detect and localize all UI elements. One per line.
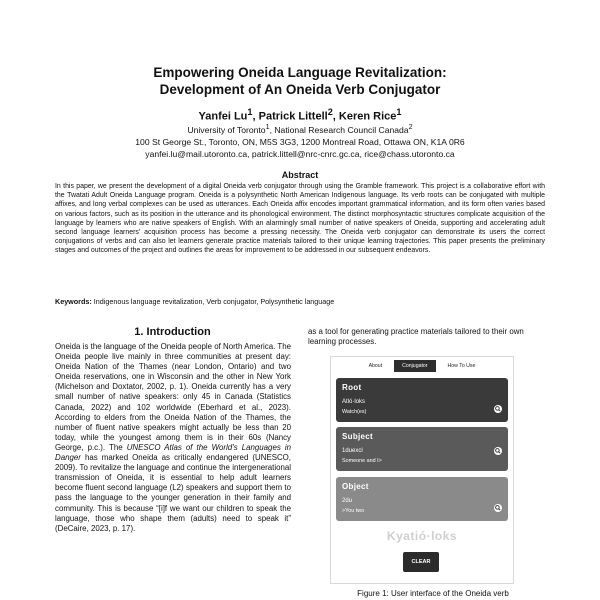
author-affil-mark: 2 [327,107,333,117]
author-name: Keren Rice [338,110,397,123]
root-gloss: Watch(es) [342,409,367,415]
subject-gloss: Someone and I> [342,458,382,464]
search-icon[interactable] [494,405,502,413]
tab-how-to-use[interactable]: How To Use [447,362,476,369]
app-tab-bar [331,357,513,374]
paper-title-line-1: Empowering Oneida Language Revitalization: [153,65,447,80]
object-value: 2du [342,498,353,504]
affil-mark: 2 [408,123,413,131]
keywords-label: Keywords: [55,297,92,306]
intro-text-part-1: Oneida is the language of the Oneida people of North America. The Oneida people live mainly in three communities at present day: Oneida Nation of the Thames (near London, Ontario) and two Oneida reservations, one in Wisconsin and the other in New York (Michelson and Doxtator, 2002, p. 1). Oneida currently has a very small number of native speakers: only 45 in Canada (Statistics Canada, 2022) and 102 worldwide (Eberhard et al., 2023). According to elders from the Oneida Nation of the Thames, the number of fluent native speakers might actually be less than 20 today, while the youngest among them is in their 60s (Nancy George, p.c.). The [55,342,291,452]
author-name: Yanfei Lu [198,110,248,123]
search-icon[interactable] [494,447,502,455]
search-icon[interactable] [494,504,502,512]
app-brand-wordmark: Kyatió·loks [386,529,458,543]
subject-card-label: Subject [342,432,373,441]
affiliation-line-2: 100 St George St., Toronto, ON, M5S 3G3, 1200 Montreal Road, Ottawa ON, K1A 0R6 [135,136,465,147]
author-emails: yanfei.lu@mail.utoronto.ca, patrick.littell@nrc-cnrc.gc.ca, rice@chass.utoronto.ca [145,148,455,159]
object-card[interactable] [336,477,508,521]
figure-caption: Figure 1: User interface of the Oneida verb [357,589,509,598]
keywords-list: Indigenous language revitalization, Verb conjugator, Polysynthetic language [91,297,335,306]
intro-text-part-2: has marked Oneida as critically endangered (UNESCO, 2009). To revitalize the language and continue the intergenerational transmission of Oneida, it is essential to help adult learners become fluent second language (L2) speakers and support them to pass the language to the younger generation in their family and community. This is because “[i]f we want our children to speak the language, those who shape them (adults) need to speak it” (DeCaire, 2023, p. 17). [55,453,291,533]
affiliation-line-1 [0,121,600,136]
affiliations [0,121,600,160]
author-affil-mark: 1 [396,107,402,117]
affiliation-uoft: University of Toronto [187,124,266,135]
affiliation-nrc: , National Research Council Canada [269,124,409,135]
tab-about[interactable]: About [368,362,383,369]
author-separator: , [252,110,259,123]
abstract-body: In this paper, we present the development of a digital Oneida verb conjugator through using the Gramble framework. This project is a collaborative effort with the Twatati Adult Oneida Language program. Oneida is a polysynthetic North American Indigenous language. Its verb roots can be conjugated with multiple affixes, and long verbal complexes can be used as utterances. Each Oneida affix encodes important grammatical information, and its form often varies based on various factors, such as its position in the utterance and its phonological environment. The distinct morphosyntactic structures complicate acquisition of the language by learners who are native speakers of English. With an alarmingly small number of native speakers of Oneida, supporting and accelerating adult second language learners' acquisition process has become a pressing necessity. The Oneida verb conjugator can demonstrate its users the correct conjugations of verbs and can also let learners generate practice materials tailored to their unique learning trajectories. This paper presents the preliminary stages and outcomes of the project and outlines the areas for improvement to be addressed in our subsequent endeavors. [55,183,545,255]
paper-title-line-2: Development of An Oneida Verb Conjugator [159,82,441,97]
object-gloss: >You two [342,508,365,514]
conjugator-app-screenshot [330,356,514,584]
subject-card[interactable] [336,427,508,471]
section-heading-introduction: 1. Introduction [134,326,211,338]
abstract-heading: Abstract [281,170,319,180]
introduction-paragraph [55,342,291,534]
root-card[interactable] [336,378,508,422]
intro-text-italic: UNESCO Atlas of the World's Languages in Danger [55,442,291,463]
author-affil-mark: 1 [247,107,253,117]
author-name: Patrick Littell [258,110,328,123]
subject-value: 1duexcl [342,448,363,454]
root-card-label: Root [342,383,362,392]
keywords [55,297,545,306]
affil-mark: 1 [265,123,270,131]
object-card-label: Object [342,482,369,491]
clear-button[interactable]: CLEAR [403,552,439,572]
paper-title [0,64,600,98]
tab-conjugator[interactable]: Conjugator [394,360,435,372]
right-column-text: as a tool for generating practice materials tailored to their own learning processes. [308,327,524,347]
root-value: Atló·loks [342,399,366,405]
author-separator: , [332,110,339,123]
